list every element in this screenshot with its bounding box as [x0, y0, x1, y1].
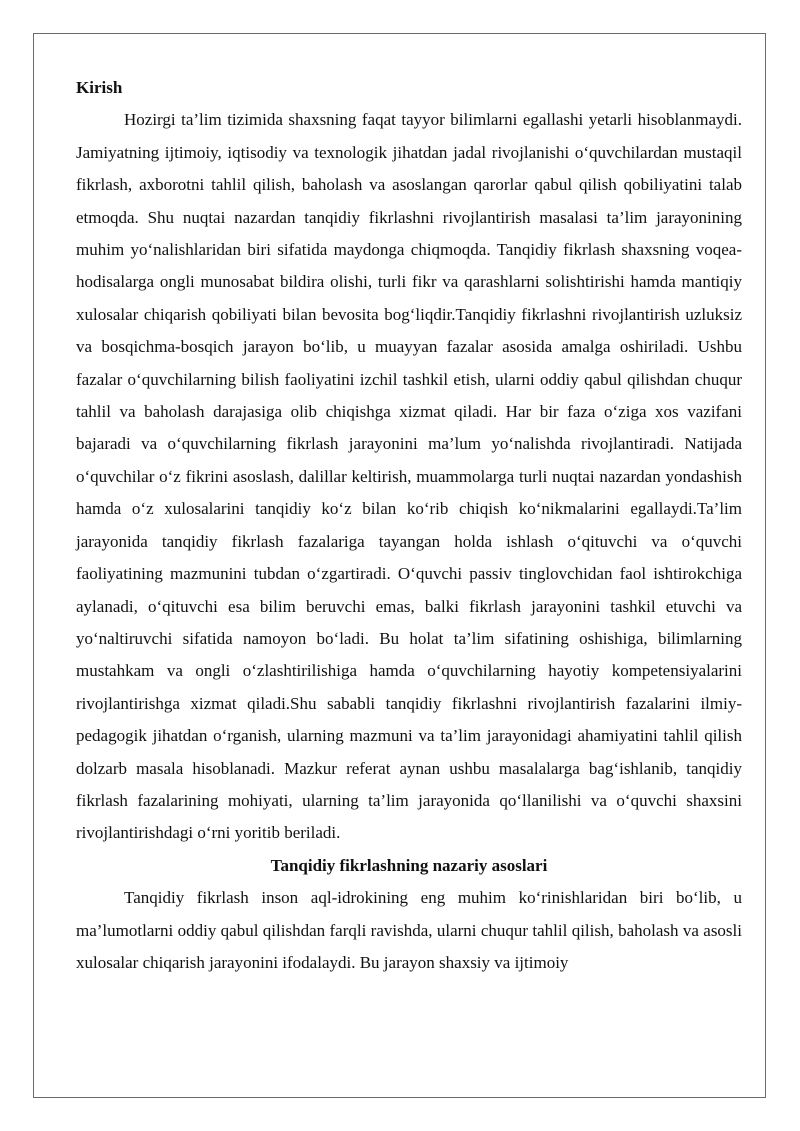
- section-paragraph: Tanqidiy fikrlash inson aql-idrokining eng muhim ko‘rinishlaridan biri bo‘lib, u ma’lumotlarni oddiy qabul qilishdan farqli ravishda, ularni chuqur tahlil qilish, baholash va asosli xulosalar chiqarish jarayonini ifodalaydi. Bu jarayon shaxsiy va ijtimoiy: [76, 888, 742, 972]
- document-body: [76, 72, 742, 979]
- intro-heading: Kirish: [76, 78, 123, 97]
- intro-paragraph: Hozirgi ta’lim tizimida shaxsning faqat tayyor bilimlarni egallashi yetarli hisoblanmaydi. Jamiyatning ijtimoiy, iqtisodiy va texnologik jihatdan jadal rivojlanishi o‘quvchilardan mustaqil fikrlash, axborotni tahlil qilish, baholash va asoslangan qarorlar qabul qilish qobiliyatini talab etmoqda. Shu nuqtai nazardan tanqidiy fikrlashni rivojlantirish masalasi ta’lim jarayonining muhim yo‘nalishlaridan biri sifatida maydonga chiqmoqda. Tanqidiy fikrlash shaxsning voqea-hodisalarga ongli munosabat bildira olishi, turli fikr va qarashlarni solishtirishi hamda mantiqiy xulosalar chiqarish qobiliyati bilan bevosita bog‘liqdir.Tanqidiy fikrlashni rivojlantirish uzluksiz va bosqichma-bosqich jarayon bo‘lib, u muayyan fazalar asosida amalga oshiriladi. Ushbu fazalar o‘quvchilarning bilish faoliyatini izchil tashkil etish, ularni oddiy qabul qilishdan chuqur tahlil va baholash darajasiga olib chiqishga xizmat qiladi. Har bir faza o‘ziga xos vazifani bajaradi va o‘quvchilarning fikrlash jarayonini ma’lum yo‘nalishda rivojlantiradi. Natijada o‘quvchilar o‘z fikrini asoslash, dalillar keltirish, muammolarga turli nuqtai nazardan yondashish hamda o‘z xulosalarini tanqidiy ko‘z bilan ko‘rib chiqish ko‘nikmalarini egallaydi.Ta’lim jarayonida tanqidiy fikrlash fazalariga tayangan holda ishlash o‘qituvchi va o‘quvchi faoliyatining mazmunini tubdan o‘zgartiradi. O‘quvchi passiv tinglovchidan faol ishtirokchiga aylanadi, o‘qituvchi esa bilim beruvchi emas, balki fikrlash jarayonini tashkil etuvchi va yo‘naltiruvchi sifatida namoyon bo‘ladi. Bu holat ta’lim sifatining oshishiga, bilimlarning mustahkam va ongli o‘zlashtirilishiga hamda o‘quvchilarning hayotiy kompetensiyalarini rivojlantirishga xizmat qiladi.Shu sababli tanqidiy fikrlashni rivojlantirish fazalarini ilmiy-pedagogik jihatdan o‘rganish, ularning mazmuni va ta’lim jarayonidagi ahamiyatini tahlil qilish dolzarb masala hisoblanadi. Mazkur referat aynan ushbu masalalarga bag‘ishlanib, tanqidiy fikrlash fazalarining mohiyati, ularning ta’lim jarayonida qo‘llanilishi va o‘quvchi shaxsini rivojlantirishdagi o‘rni yoritib beriladi.: [76, 110, 742, 843]
- section-heading: Tanqidiy fikrlashning nazariy asoslari: [270, 855, 548, 875]
